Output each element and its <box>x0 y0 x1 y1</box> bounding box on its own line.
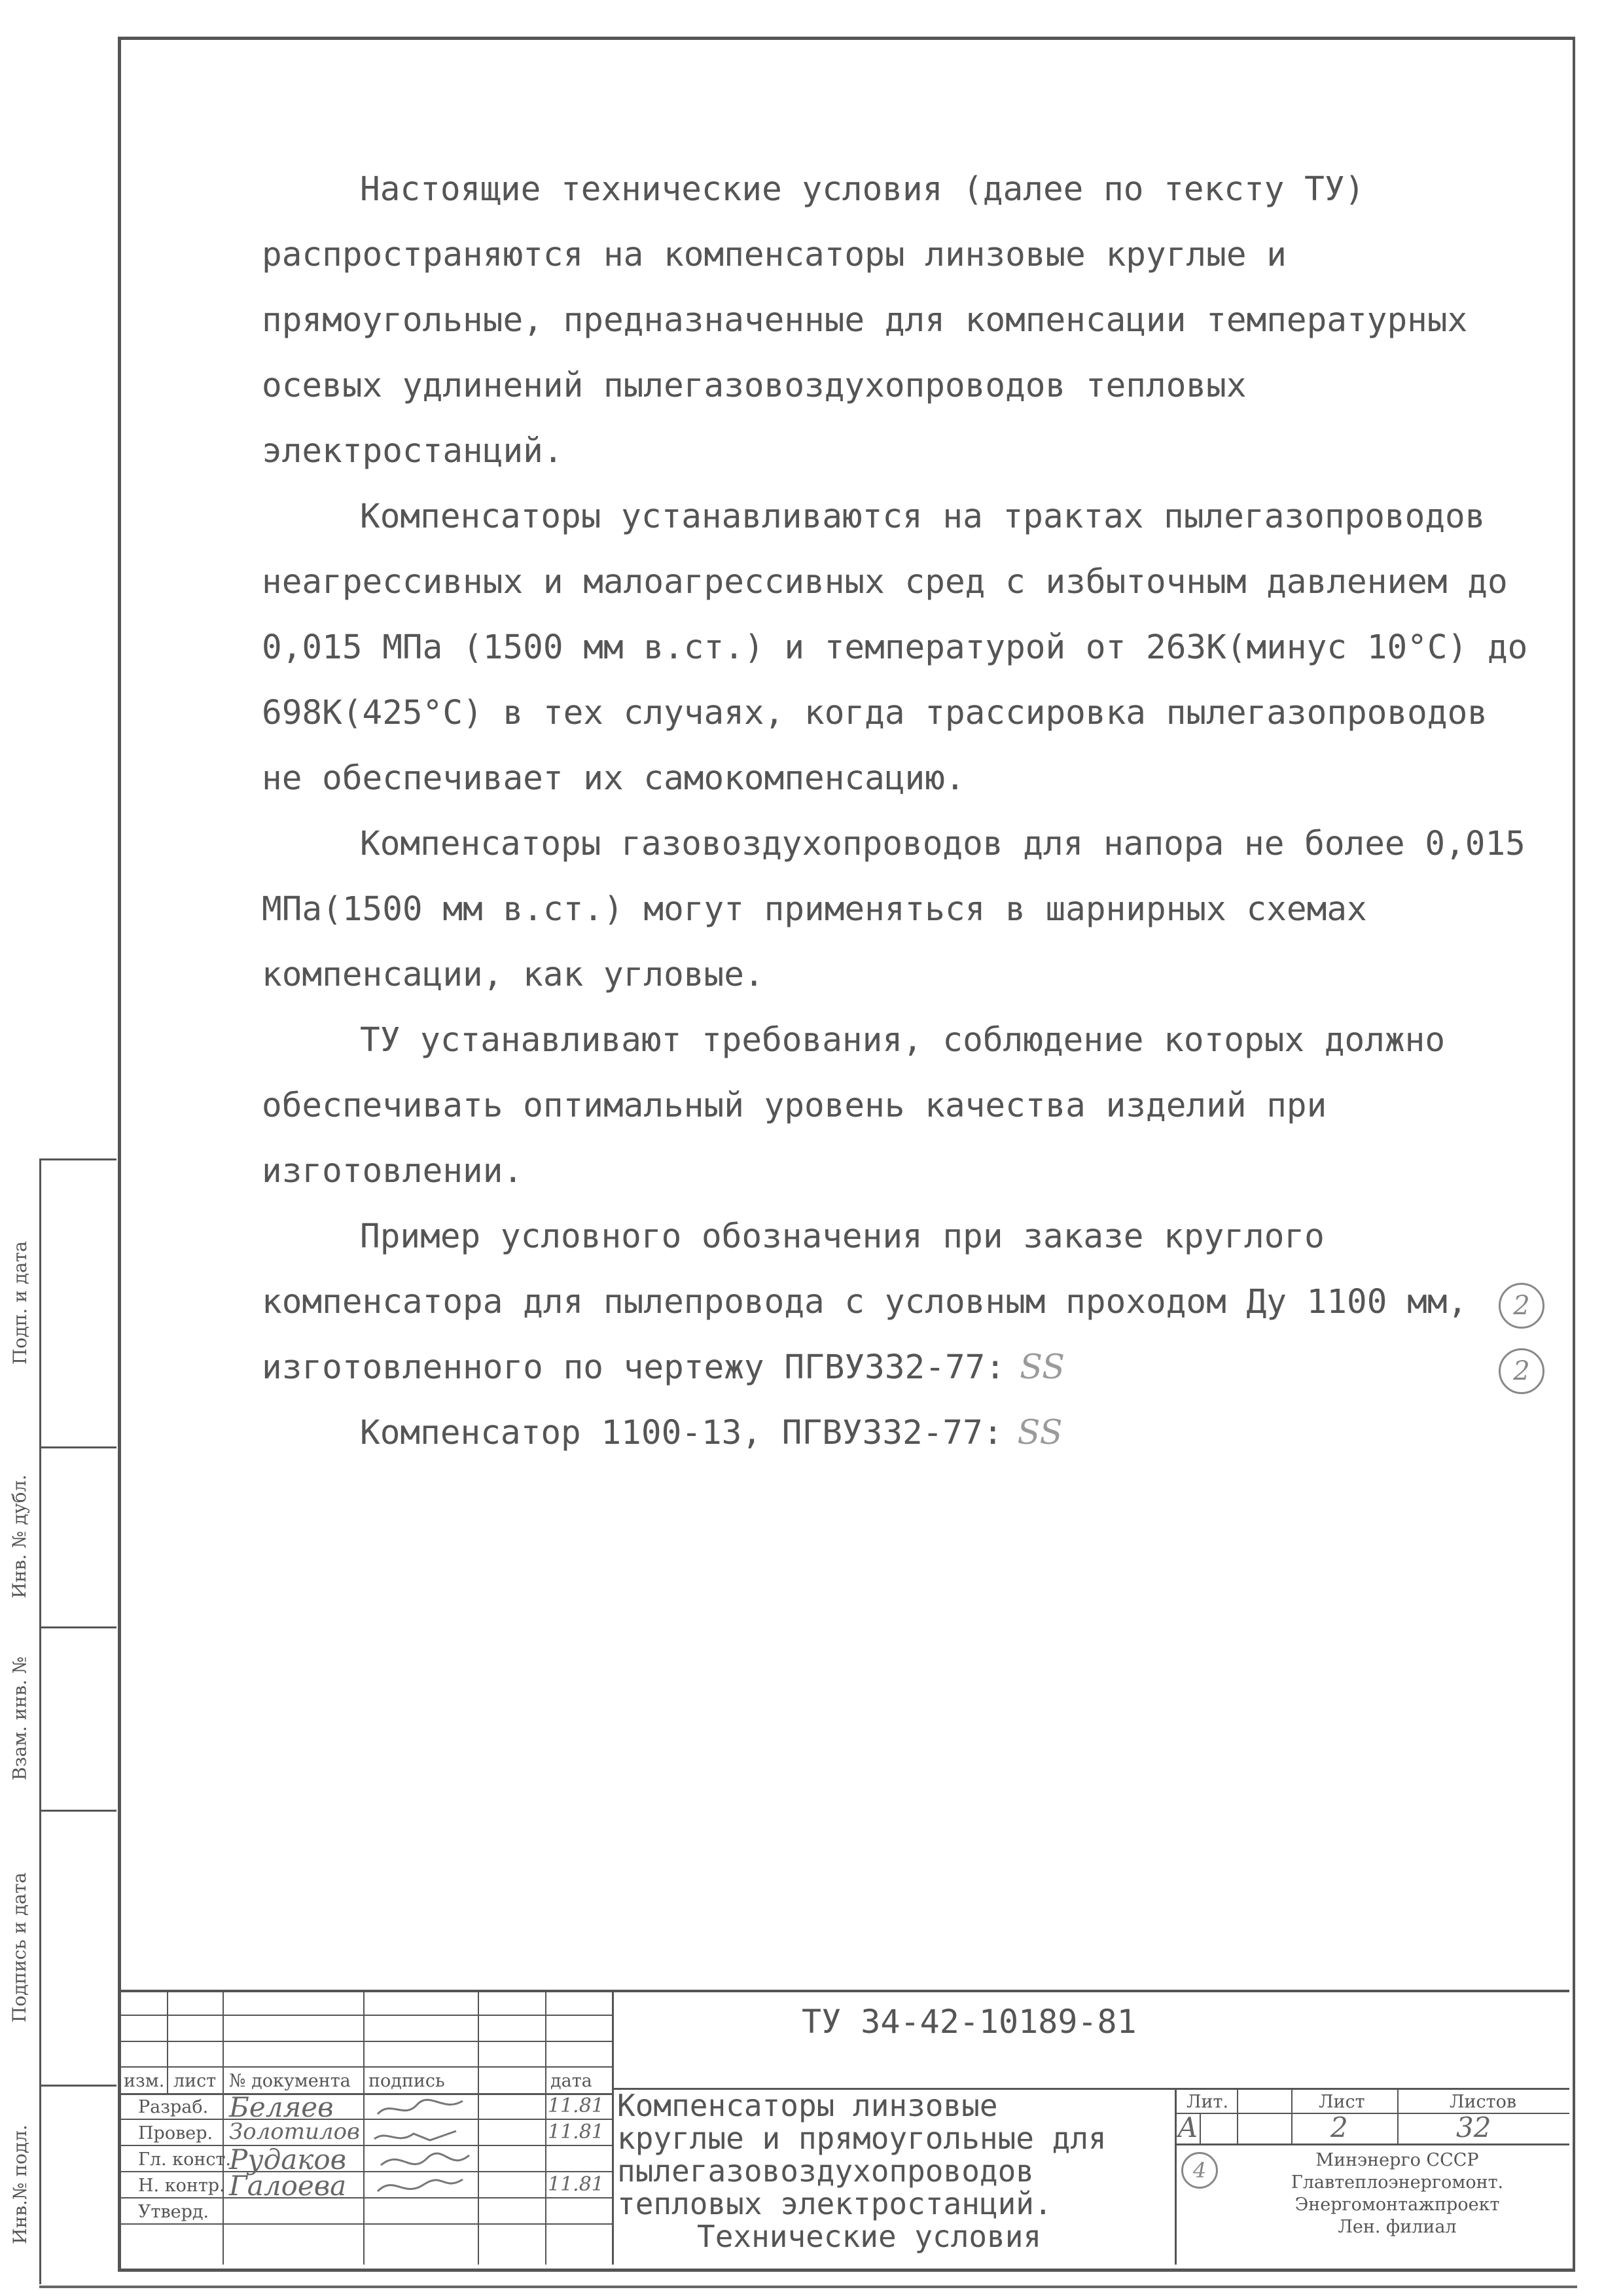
paragraph-5 <box>262 1204 1544 1401</box>
handwritten-note: SS <box>1020 1348 1065 1387</box>
org-line-4: Лен. филиал <box>1338 2217 1457 2237</box>
paragraph-2: Компенсаторы устанавливаются на трактах пылегазопроводов неагрессивных и малоагрессивных сред с избыточным давлением до 0,015 МПа (1500 мм в.ст.) и температурой от 263К(минус 10°С) до 698К(425°С) в тех случаях, когда трассировка пылегазопроводов не обеспечивает их самокомпенсацию. <box>262 497 1528 798</box>
name-checker: Золотилов <box>229 2119 360 2145</box>
circle-mark: 2 <box>1499 1348 1544 1394</box>
signatures <box>365 2093 477 2224</box>
sheets-label: Листов <box>1450 2092 1517 2112</box>
sheet-label: Лист <box>1319 2092 1365 2112</box>
role-checker: Провер. <box>138 2123 213 2144</box>
side-label-signature-date: Подпись и дата <box>9 1872 31 2022</box>
date-developer: 11.81 <box>548 2094 604 2117</box>
circle-mark: 2 <box>1499 1283 1544 1329</box>
title-line-2: круглые и прямоугольные для <box>617 2121 1107 2156</box>
side-label-orig-inv: Инв.№ подл. <box>9 2125 31 2244</box>
org-line-3: Энергомонтажпроект <box>1294 2195 1500 2215</box>
paragraph-4: ТУ устанавливают требования, соблюдение которых должно обеспечивать оптимальный уровень качества изделий при изготовлении. <box>262 1021 1446 1191</box>
lit-value: А <box>1177 2111 1198 2144</box>
header-izm: изм. <box>124 2071 165 2091</box>
header-date: дата <box>550 2071 592 2091</box>
title-line-1: Компенсаторы линзовые <box>617 2088 998 2123</box>
title-line-4: тепловых электростанций. <box>617 2186 1052 2221</box>
header-doc-no: № документа <box>229 2071 351 2091</box>
title-block <box>121 1990 1569 2265</box>
header-list: лист <box>173 2071 217 2091</box>
document-code: ТУ 34-42-10189-81 <box>802 2003 1137 2041</box>
sheets-value: 32 <box>1456 2111 1491 2144</box>
role-norm-control: Н. контр. <box>138 2176 225 2196</box>
name-norm-control: Галоева <box>229 2170 347 2202</box>
paragraph-3: Компенсаторы газовоздухопроводов для напора не более 0,015 МПа(1500 мм в.ст.) могут применяться в шарнирных схемах компенсации, как угловые. <box>262 825 1525 994</box>
name-chief-designer: Рудаков <box>229 2144 347 2176</box>
org-line-1: Минэнерго СССР <box>1315 2150 1479 2170</box>
organization-info <box>1234 2149 1561 2238</box>
date-norm-control: 11.81 <box>548 2173 604 2196</box>
side-label-replace-inv: Взам. инв. № <box>9 1656 31 1780</box>
header-sign: подпись <box>368 2071 445 2091</box>
title-line-3: пылегазовоздухопроводов <box>617 2153 1034 2189</box>
stamp-mark: 4 <box>1181 2152 1218 2189</box>
org-line-2: Главтеплоэнергомонт. <box>1291 2172 1504 2193</box>
paragraph-6 <box>262 1401 1544 1466</box>
handwritten-note: SS <box>1017 1414 1063 1452</box>
role-developer: Разраб. <box>138 2097 209 2117</box>
paragraph-6-text: Компенсатор 1100-13, ПГВУ332-77: <box>360 1414 1003 1452</box>
document-body <box>262 157 1544 1466</box>
side-label-dup-inv: Инв. № дубл. <box>9 1474 31 1599</box>
sheet-value: 2 <box>1330 2111 1348 2144</box>
side-stamp-strip <box>0 1158 116 2291</box>
role-chief-designer: Гл. конст. <box>138 2149 231 2170</box>
name-developer: Беляев <box>229 2091 334 2123</box>
bottom-rule <box>39 2286 1577 2288</box>
side-label-sign-date: Подп. и дата <box>9 1240 31 1365</box>
lit-label: Лит. <box>1186 2092 1229 2112</box>
date-checker: 11.81 <box>548 2121 604 2144</box>
title-line-5: Технические условия <box>697 2219 1042 2254</box>
paragraph-5-text: Пример условного обозначения при заказе круглого компенсатора для пылепровода с условным проходом Ду 1100 мм, изготовленного по чертежу ПГВУ332-77: <box>262 1217 1468 1387</box>
paragraph-1: Настоящие технические условия (далее по тексту ТУ) распространяются на компенсаторы линзовые круглые и прямоугольные, предназначенные для компенсации температурных осевых удлинений пылегазовоздухопроводов тепловых электростанций. <box>262 170 1468 471</box>
role-approver: Утверд. <box>138 2202 209 2222</box>
